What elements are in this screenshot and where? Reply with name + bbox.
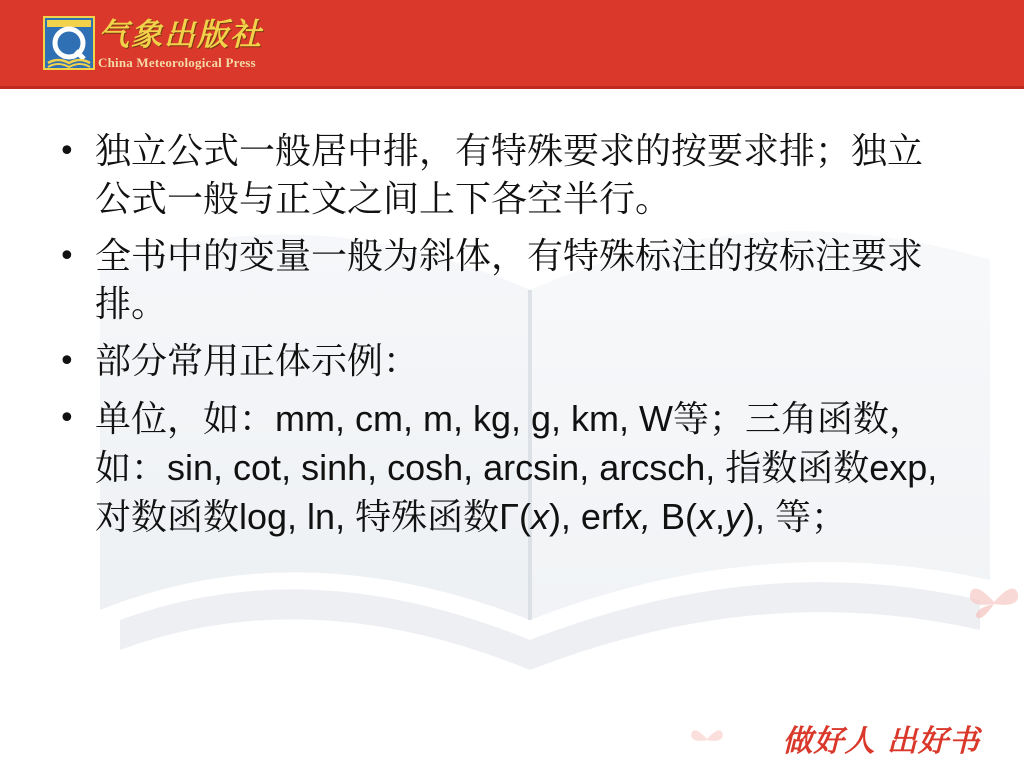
- bullet-text-run: ),: [743, 496, 775, 537]
- bullet-marker: •: [58, 344, 76, 379]
- bullet-text-run: 等；: [775, 497, 848, 538]
- bullet-item: [58, 338, 948, 386]
- footer-slogan: 做好人 出好书: [782, 724, 980, 759]
- bullet-text-run: B(: [650, 496, 697, 537]
- bullet-item: [58, 128, 948, 224]
- bullet-text-run: 指数函数: [725, 448, 870, 489]
- bullet-text-run: x: [696, 496, 715, 537]
- bullet-text-run: mm, cm, m, kg, g, km, W: [275, 398, 674, 439]
- bullet-text-run: 全书中的变量一般为斜体，有特殊标注的按标注要求排。: [95, 236, 924, 325]
- bullet-text-run: 等；三角函数，如：: [95, 399, 926, 489]
- bullet-marker: •: [58, 239, 76, 274]
- bullet-item: [58, 395, 948, 542]
- butterfly-icon: [690, 724, 724, 754]
- publisher-emblem-icon: [40, 11, 98, 75]
- bullet-text-run: y: [725, 496, 743, 537]
- logo-english-name: China Meteorological Press: [98, 55, 256, 70]
- bullet-text: [95, 131, 923, 220]
- bullet-text: [95, 399, 937, 538]
- bullet-text-run: exp,: [869, 447, 938, 488]
- bullet-list: [58, 128, 948, 551]
- bullet-text-run: ), erf: [548, 496, 623, 537]
- bullet-text-run: log, ln,: [239, 496, 356, 537]
- bullet-text-run: 单位，如：: [95, 399, 276, 440]
- bullet-text-run: 部分常用正体示例：: [95, 341, 420, 382]
- bullet-text-run: x: [530, 496, 549, 537]
- bullet-text-run: x,: [622, 496, 651, 537]
- header-bar: [0, 0, 1024, 89]
- bullet-text-run: 对数函数: [95, 497, 240, 538]
- publisher-logo: [40, 9, 272, 77]
- bullet-text-run: ,: [714, 496, 725, 537]
- bullet-item: [58, 233, 948, 329]
- bullet-text-run: 独立公式一般居中排，有特殊要求的按要求排；独立公式一般与正文之间上下各空半行。: [95, 131, 924, 220]
- bullet-text: [95, 236, 923, 325]
- bullet-marker: •: [58, 134, 76, 169]
- butterfly-icon: [968, 580, 1020, 624]
- bullet-marker: •: [58, 401, 76, 436]
- logo-chinese-name: 气象出版社: [98, 17, 263, 53]
- bullet-text-run: 特殊函数: [355, 497, 500, 538]
- bullet-text-run: sin, cot, sinh, cosh, arcsin, arcsch,: [167, 447, 726, 488]
- bullet-text: [95, 341, 419, 382]
- bullet-text-run: Γ(: [499, 496, 531, 537]
